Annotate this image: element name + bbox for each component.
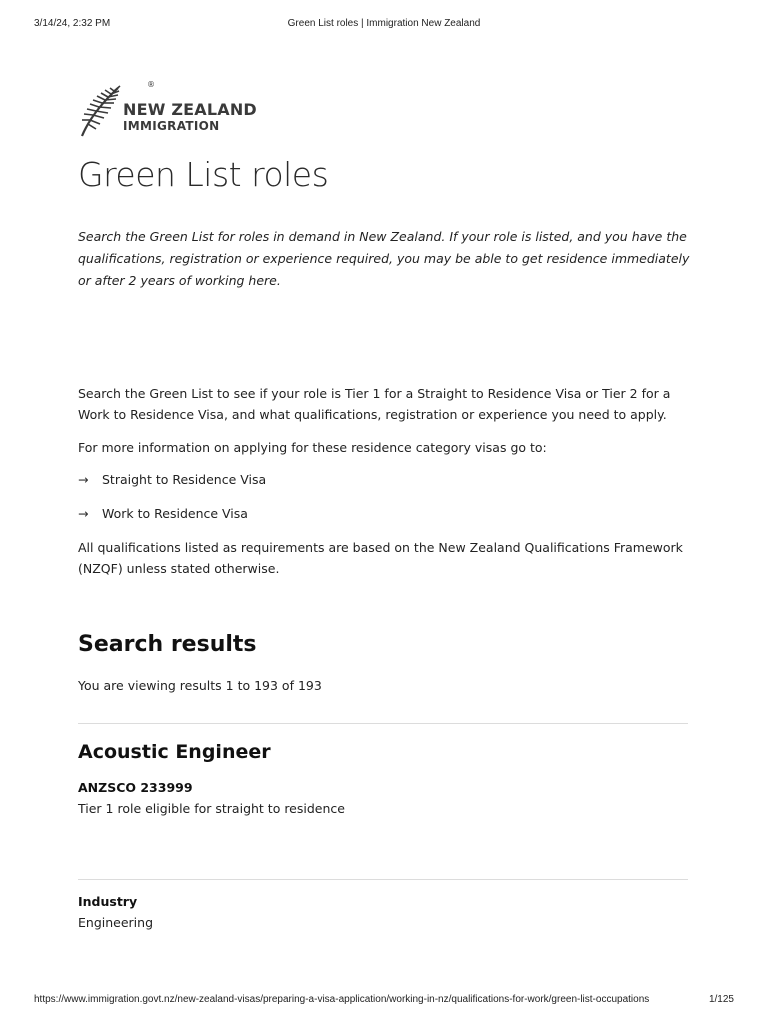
tier-explanation-text: Search the Green List to see if your role is Tier 1 for a Straight to Residence Visa or Tier 2 for a Work to Residence Visa, and what qualifications, registration or experience you need to apply. <box>78 386 671 422</box>
registered-mark: ® <box>147 80 155 89</box>
anzsco-code: ANZSCO 233999 <box>78 780 193 795</box>
industry-label: Industry <box>78 894 138 909</box>
industry-value: Engineering <box>78 915 153 930</box>
link-label[interactable]: Straight to Residence Visa <box>102 472 267 487</box>
link-straight-to-residence[interactable] <box>78 472 266 487</box>
more-info-text: For more information on applying for these residence category visas go to: <box>78 440 547 455</box>
print-datetime: 3/14/24, 2:32 PM <box>34 18 111 29</box>
logo-text-immigration: IMMIGRATION <box>123 119 220 133</box>
print-page-number: 1/125 <box>708 994 734 1005</box>
intro-text: Search the Green List for roles in demand in New Zealand. If your role is listed, and you have the qualifications, registration or experience required, you may be able to get residence immediately or after 2 years of working here. <box>78 229 690 288</box>
link-work-to-residence[interactable] <box>78 506 248 521</box>
nzqf-note: All qualifications listed as requirements are based on the New Zealand Qualifications Framework (NZQF) unless stated otherwise. <box>78 540 683 576</box>
search-results-heading: Search results <box>78 632 257 657</box>
tier-text: Tier 1 role eligible for straight to residence <box>78 801 345 816</box>
arrow-right-icon: → <box>78 506 89 521</box>
page-title: Green List roles <box>78 155 329 194</box>
divider <box>78 879 688 880</box>
role-title[interactable]: Acoustic Engineer <box>78 741 271 763</box>
arrow-right-icon: → <box>78 472 89 487</box>
print-url: https://www.immigration.govt.nz/new-zealand-visas/preparing-a-visa-application/working-in-nz/qualifications-for-work/green-list-occupations <box>34 994 650 1005</box>
results-count: You are viewing results 1 to 193 of 193 <box>78 678 322 693</box>
link-label[interactable]: Work to Residence Visa <box>102 506 248 521</box>
nz-immigration-logo[interactable] <box>78 78 278 140</box>
print-doc-title: Green List roles | Immigration New Zealand <box>287 18 481 29</box>
divider <box>78 723 688 724</box>
logo-text-new-zealand: NEW ZEALAND <box>123 100 257 119</box>
silver-fern-icon <box>78 82 122 140</box>
